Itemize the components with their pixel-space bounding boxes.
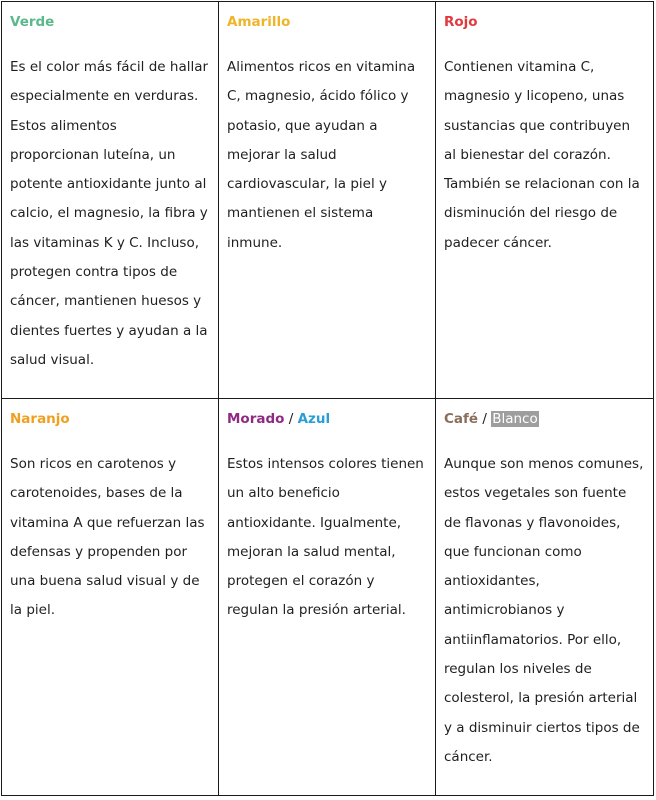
cell-text-rojo: Contienen vitamina C, magnesio y licopeno, unas sustancias que contribuyen al bienestar del corazón. También se relacionan con la disminución del riesgo de padecer cáncer. <box>444 59 640 251</box>
cell-text-morado-azul: Estos intensos colores tienen un alto beneficio antioxidante. Igualmente, mejoran la salud mental, protegen el corazón y regulan la presión arterial. <box>227 456 424 619</box>
table-row <box>2 399 654 796</box>
title-separator: / <box>478 411 492 427</box>
cell-rojo <box>436 2 654 399</box>
title-cafe: Café <box>444 411 479 427</box>
cell-title-verde: Verde <box>10 14 55 30</box>
cell-verde <box>2 2 219 399</box>
cell-title-rojo: Rojo <box>444 14 478 30</box>
cell-text-naranjo: Son ricos en carotenos y carotenoides, bases de la vitamina A que refuerzan las defensas y propenden por una buena salud visual y de la piel. <box>10 456 205 619</box>
title-morado: Morado <box>227 411 285 427</box>
table-row <box>2 2 654 399</box>
title-separator: / <box>284 411 298 427</box>
cell-text-amarillo: Alimentos ricos en vitamina C, magnesio, ácido fólico y potasio, que ayudan a mejorar la salud cardiovascular, la piel y mantienen el sistema inmune. <box>227 59 416 251</box>
cell-naranjo <box>2 399 219 796</box>
cell-amarillo <box>219 2 436 399</box>
cell-cafe-blanco <box>436 399 654 796</box>
cell-text-verde: Es el color más fácil de hallar especialmente en verduras. Estos alimentos proporcionan luteína, un potente antioxidante junto al calcio, el magnesio, la fibra y las vitaminas K y C. Incluso, protegen contra tipos de cáncer, mantienen huesos y dientes fuertes y ayudan a la salud visual. <box>10 59 209 368</box>
title-blanco: Blanco <box>492 411 538 427</box>
cell-morado-azul <box>219 399 436 796</box>
cell-title-morado-azul <box>227 409 427 431</box>
cell-title-amarillo: Amarillo <box>227 14 291 30</box>
cell-text-cafe-blanco: Aunque son menos comunes, estos vegetales son fuente de flavonas y flavonoides, que funcionan como antioxidantes, antimicrobianos y antiinflamatorios. Por ello, regulan los niveles de colesterol, la presión arterial y a disminuir ciertos tipos de cáncer. <box>444 456 644 765</box>
cell-title-naranjo: Naranjo <box>10 411 70 427</box>
title-azul: Azul <box>297 411 331 427</box>
cell-title-cafe-blanco <box>444 409 645 431</box>
color-nutrition-table <box>1 1 654 796</box>
